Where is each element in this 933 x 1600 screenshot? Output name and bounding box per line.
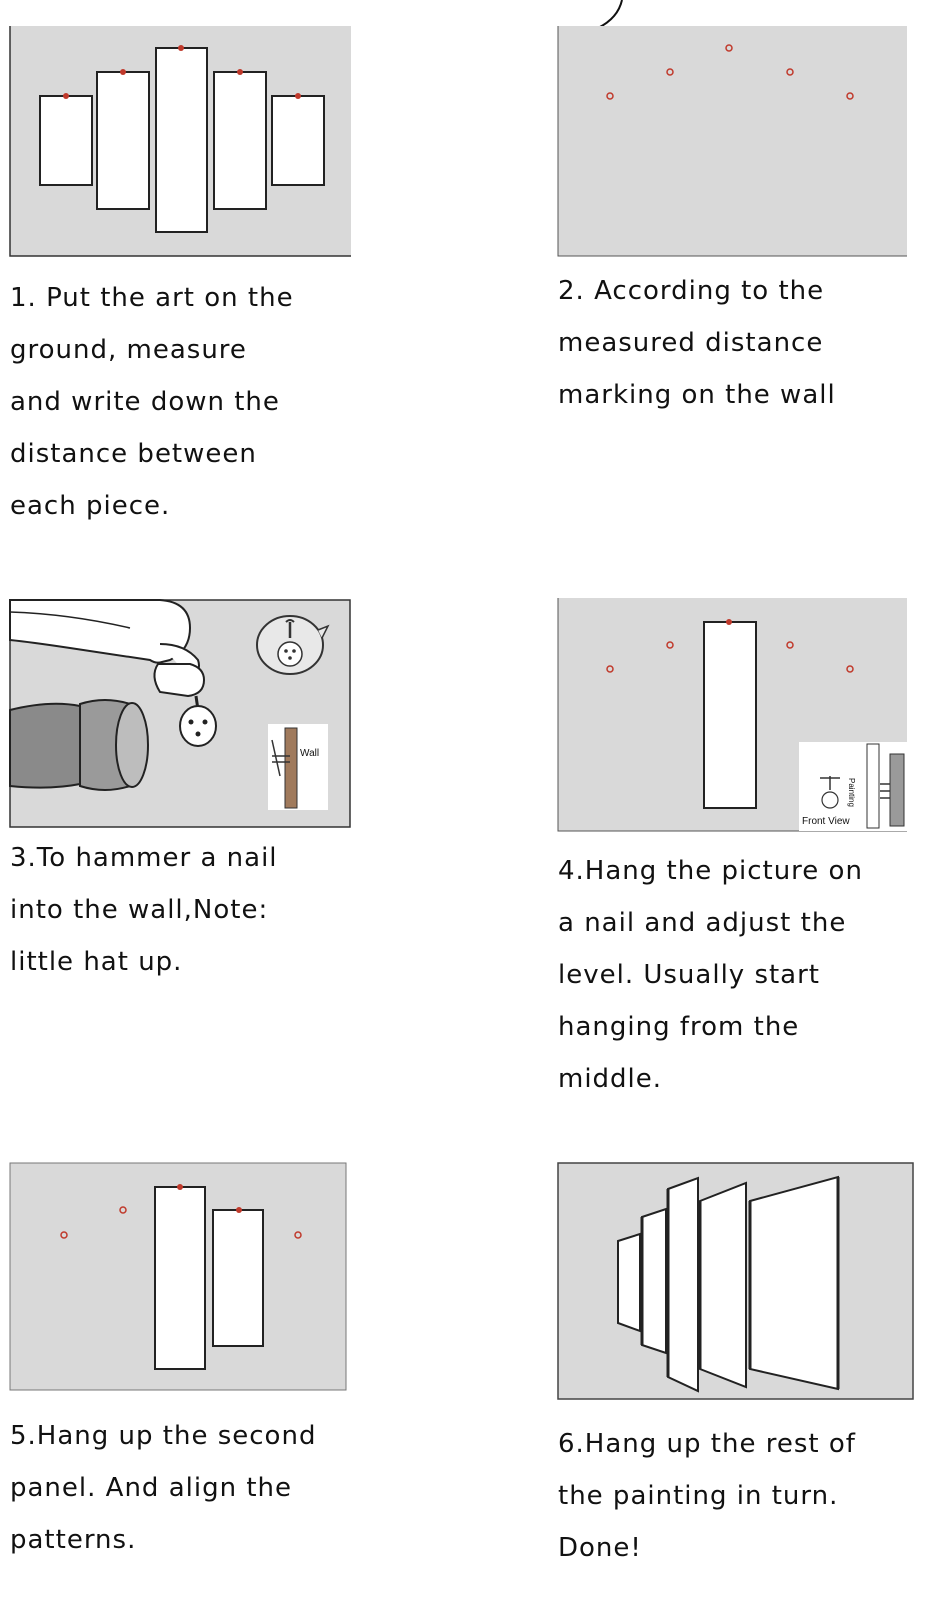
hammer-icon [10,700,148,790]
step3-drawing [10,600,350,827]
nail-marker [787,69,793,75]
art-panel-center [155,1187,205,1369]
nail-marker [607,666,613,672]
step3-instruction: 3.To hammer a nail into the wall,Note: little hat up. [10,843,278,977]
nail-marker [726,619,732,625]
step3-illustration [10,600,350,827]
nail-marker [61,1232,67,1238]
step2-instruction: 2. According to the measured distance marking on the wall [558,276,836,410]
nail-marker [237,69,243,75]
art-panel-right [700,1183,746,1387]
step1-instruction: 1. Put the art on the ground, measure and write down the distance between each piece. [10,283,294,521]
step1-drawing [10,26,351,256]
nail-marker [847,666,853,672]
art-panel-left-outer [40,96,92,185]
nail-marker [726,45,732,51]
nail-marker [177,1184,183,1190]
art-panel-right-inner [214,72,266,209]
magnified-hook-icon [257,616,328,674]
step5-drawing [10,1163,346,1390]
nail-marker [667,69,673,75]
front-view-label: Front View [802,816,850,827]
nail-hook-icon [180,696,216,746]
nail-marker [120,1207,126,1213]
nail-marker [63,93,69,99]
nail-marker [847,93,853,99]
nail-marker [178,45,184,51]
step5-instruction: 5.Hang up the second panel. And align the patterns. [10,1421,317,1555]
step4-illustration [558,598,907,831]
art-panel-center [156,48,207,232]
step2-drawing [558,26,907,256]
nail-marker [607,93,613,99]
step4-instruction: 4.Hang the picture on a nail and adjust the level. Usually start hanging from the middle. [558,856,863,1094]
step6-illustration [558,1163,913,1399]
wall-label: Wall [300,748,320,759]
nail-marker [667,642,673,648]
step2-illustration [558,26,907,256]
painting-label: Painting [847,778,856,807]
art-panel-left-inner [97,72,149,209]
hand-icon [10,600,204,696]
nail-marker [120,69,126,75]
nail-marker [295,93,301,99]
nail-marker [236,1207,242,1213]
step6-drawing [558,1163,913,1399]
art-panel-center [704,622,756,808]
wall-side-view-icon [268,724,328,810]
art-panel-right-outer [272,96,324,185]
step6-instruction: 6.Hang up the rest of the painting in turn. Done! [558,1429,856,1563]
nail-marker [787,642,793,648]
nail-marker [295,1232,301,1238]
art-panel-far-left [618,1234,640,1331]
art-panel-far-right [750,1177,838,1389]
art-panel-right-inner [213,1210,263,1346]
step5-illustration [10,1163,346,1390]
art-panel-left [642,1209,666,1353]
art-panel-middle [668,1178,698,1391]
step1-illustration [10,26,351,256]
